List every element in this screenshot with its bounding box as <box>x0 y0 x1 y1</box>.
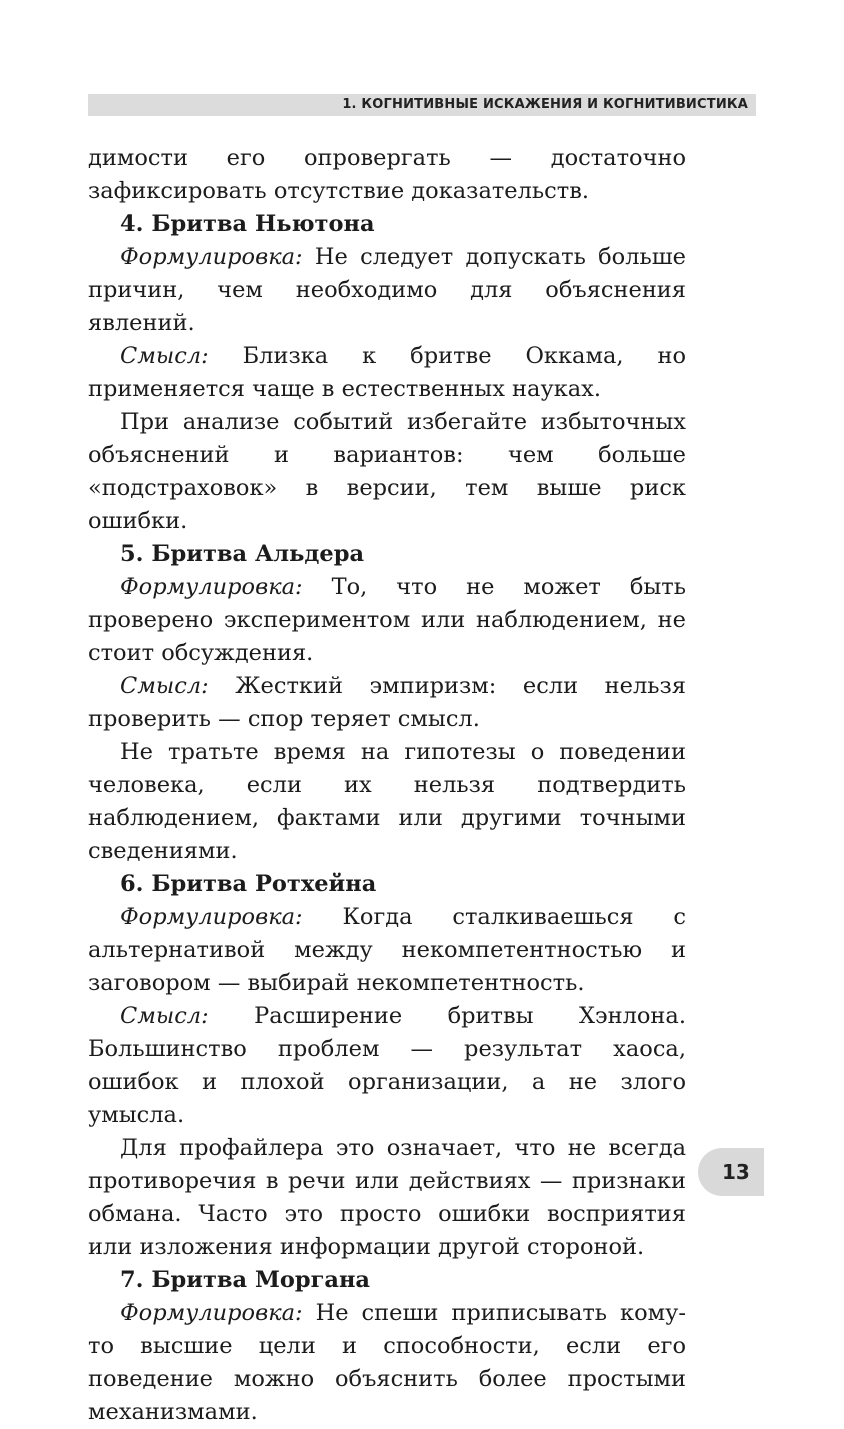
term-label: Формулировка: <box>120 244 303 270</box>
paragraph: Формулировка: Не следует допускать больше причин, чем необходимо для объяснения явлений. <box>88 244 686 336</box>
term-label: Смысл: <box>120 1003 209 1029</box>
running-head: 1. КОГНИТИВНЫЕ ИСКАЖЕНИЯ И КОГНИТИВИСТИКА <box>88 94 756 116</box>
term-label: Формулировка: <box>120 1300 303 1326</box>
section-heading: 6. Бритва Ротхейна <box>120 871 377 897</box>
paragraph: При анализе событий избегайте избыточных объяснений и вариантов: чем больше «подстраховок» в версии, тем выше риск ошибки. <box>88 409 686 534</box>
paragraph-continuation: димости его опровергать — достаточно зафиксировать отсутствие доказательств. <box>88 145 686 204</box>
paragraph: Смысл: Жесткий эмпиризм: если нельзя проверить — спор теряет смысл. <box>88 673 686 732</box>
term-label: Смысл: <box>120 673 209 699</box>
paragraph: Смысл: Близка к бритве Оккама, но применяется чаще в естественных науках. <box>88 343 686 402</box>
section-heading: 4. Бритва Ньютона <box>120 211 375 237</box>
paragraph: Формулировка: Когда сталкиваешься с альтернативой между некомпетентностью и заговором — выбирай некомпетентность. <box>88 904 686 996</box>
page-body <box>88 142 686 1429</box>
paragraph: Для профайлера это означает, что не всегда противоречия в речи или действиях — признаки обмана. Часто это просто ошибки восприятия или изложения информации другой стороной. <box>88 1135 686 1260</box>
term-label: Формулировка: <box>120 574 303 600</box>
paragraph: Смысл: Расширение бритвы Хэнлона. Большинство проблем — результат хаоса, ошибок и плохой организации, а не злого умысла. <box>88 1003 686 1128</box>
paragraph: Формулировка: То, что не может быть проверено экспериментом или наблюдением, не стоит обсуждения. <box>88 574 686 666</box>
section-heading: 7. Бритва Моргана <box>120 1267 371 1293</box>
paragraph: Формулировка: Не спеши приписывать кому-то высшие цели и способности, если его поведение можно объяснить более простыми механизмами. <box>88 1300 686 1425</box>
paragraph: Не тратьте время на гипотезы о поведении человека, если их нельзя подтвердить наблюдением, фактами или другими точными сведениями. <box>88 739 686 864</box>
term-label: Смысл: <box>120 343 209 369</box>
page-number-tab: 13 <box>698 1148 764 1196</box>
section-heading: 5. Бритва Альдера <box>120 541 365 567</box>
term-label: Формулировка: <box>120 904 303 930</box>
